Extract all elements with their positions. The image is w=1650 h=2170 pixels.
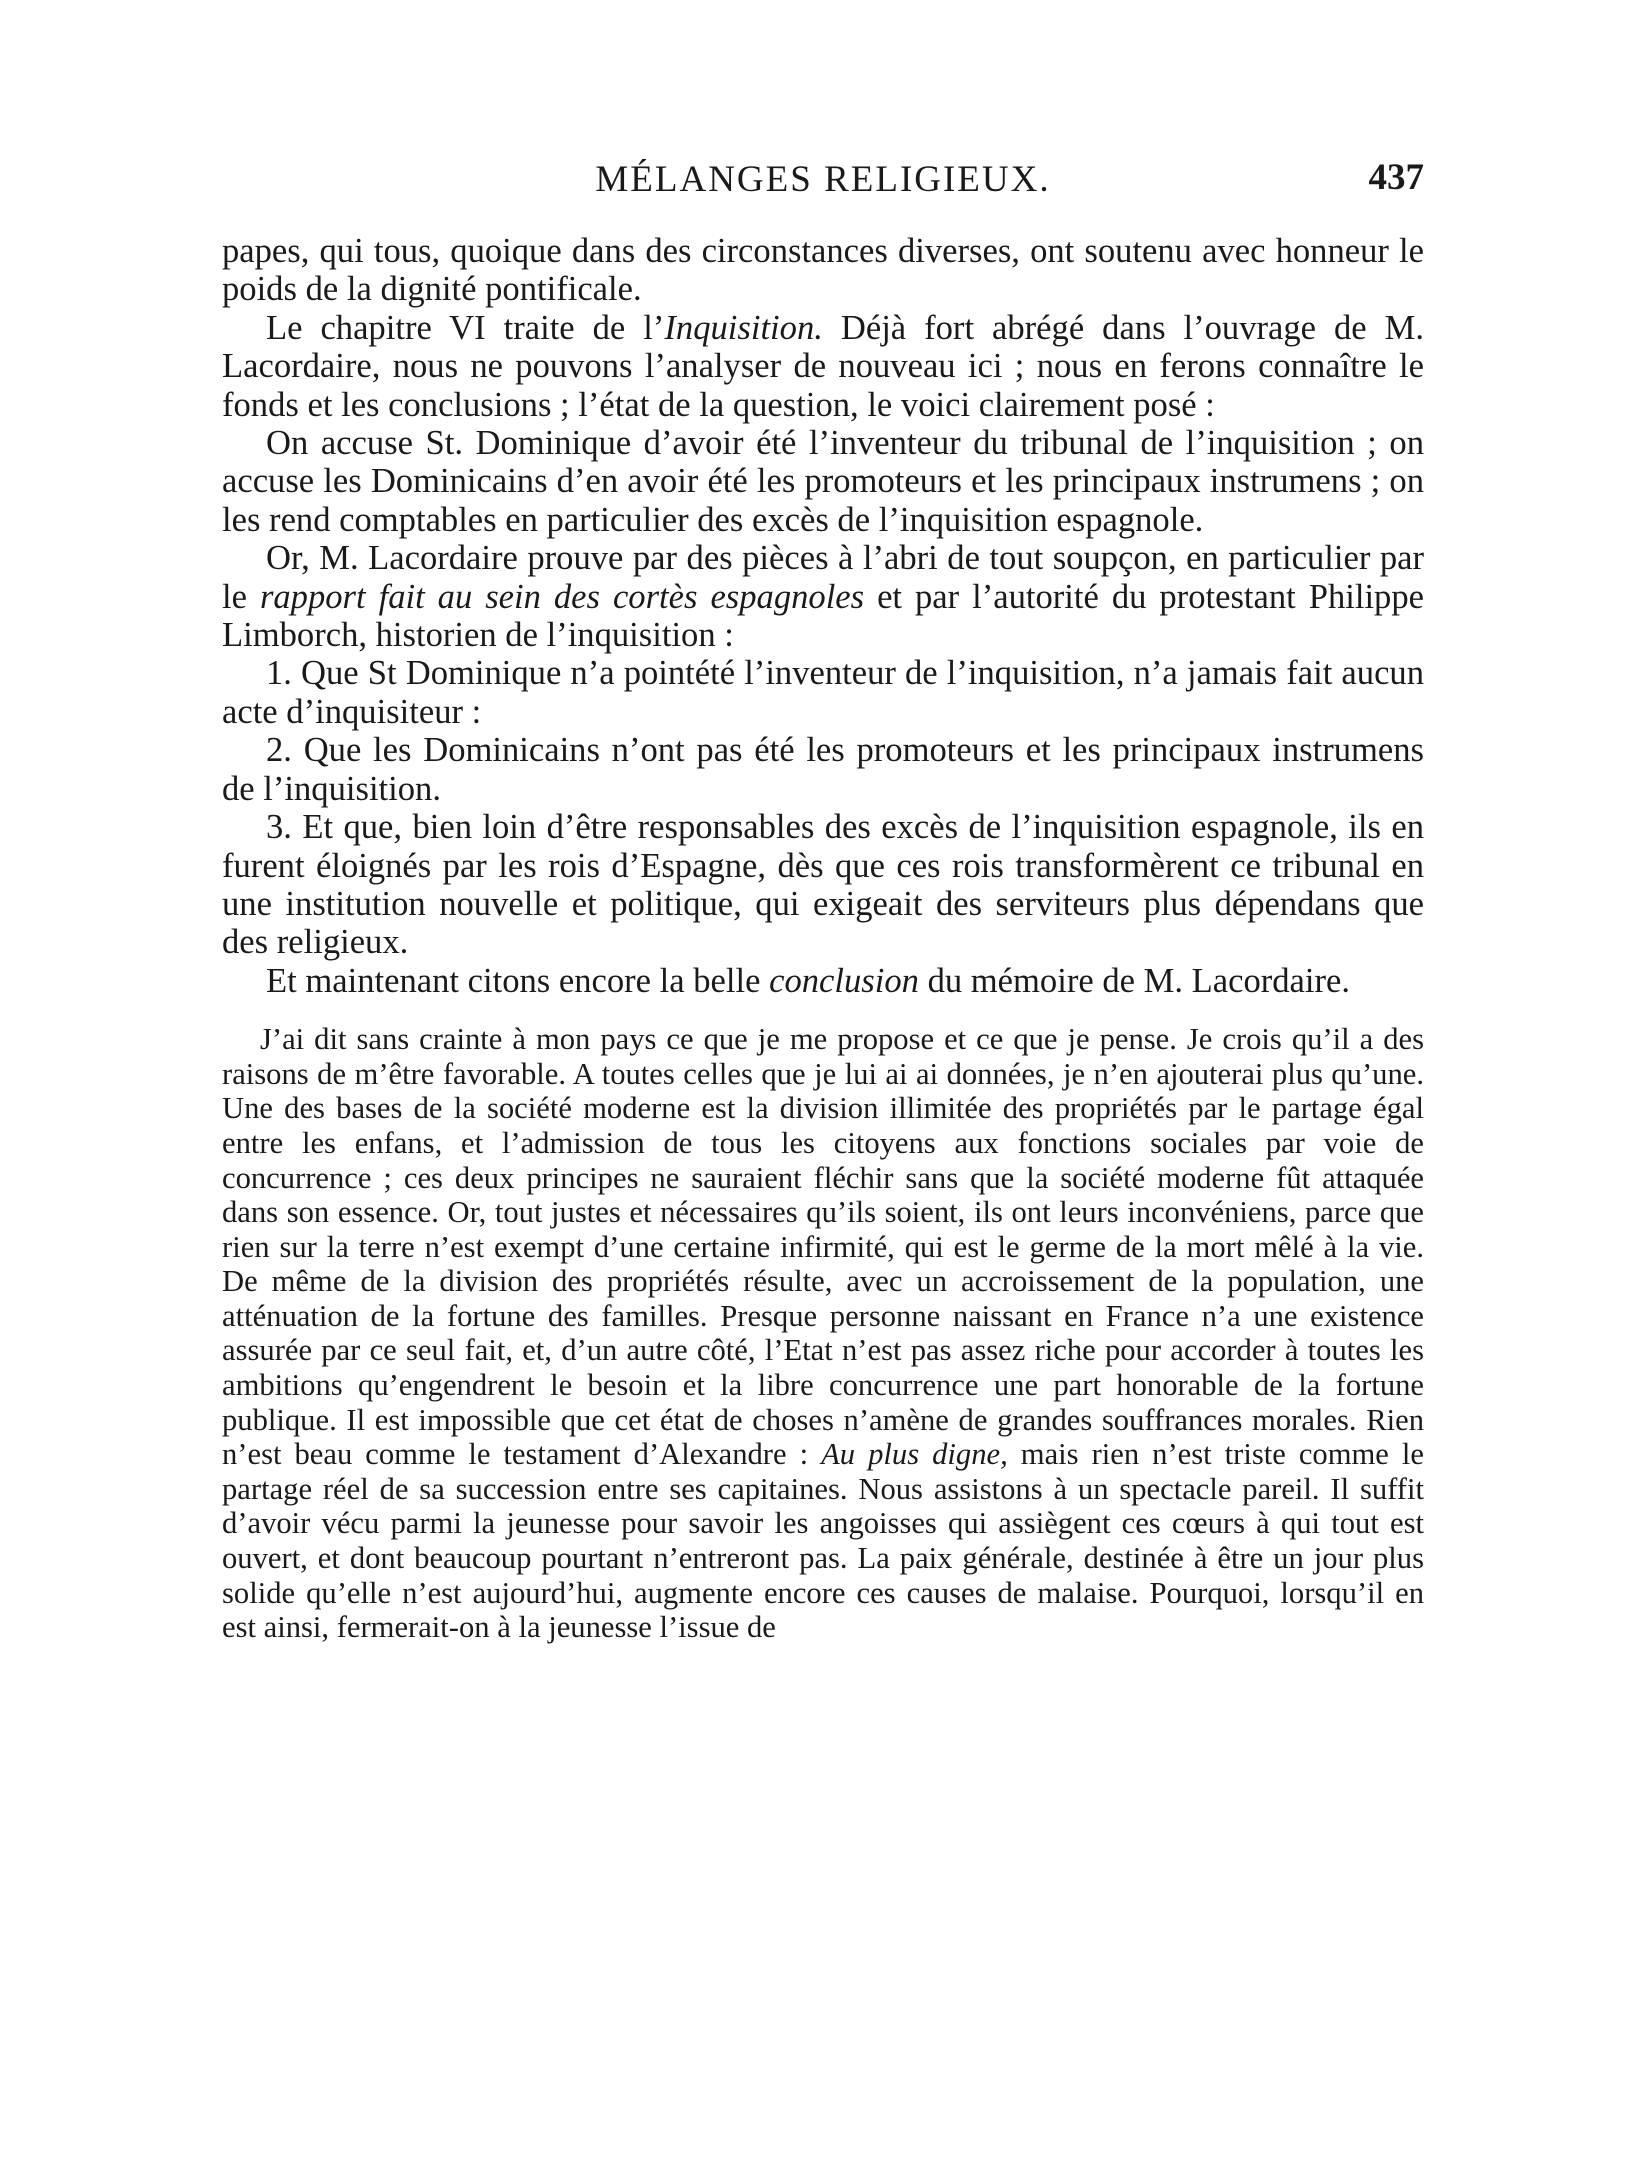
paragraph-point-2 <box>222 731 1424 808</box>
paragraph-point-1 <box>222 654 1424 731</box>
running-title: MÉLANGES RELIGIEUX. <box>595 159 1051 200</box>
text-run: 3. Et que, bien loin d’être responsables des excès de l’inquisition espagnole, ils en furent éloignés par les rois d’Espagne, dès que ces rois transformèrent ce tribunal en une institution nouvelle et politique, qui exigeait des serviteurs plus dépendans que des religieux. <box>222 808 1424 962</box>
text-run: mais rien n’est triste comme le partage réel de sa succession entre ses capitaines. Nous assistons à un spectacle pareil. Il suffit d’avoir vécu parmi la jeunesse pour savoir les angoisses qui assiègent ces cœurs à qui tout est ouvert, et dont beaucoup pourtant n’entreront pas. La paix générale, destinée à être un jour plus solide qu’elle n’est aujourd’hui, augmente encore ces causes de malaise. Pourquoi, lorsqu’il en est ainsi, fermerait-on à la jeunesse l’issue de <box>222 1437 1424 1645</box>
text-run: et par l’autorité du protestant Philippe Limborch, historien de l’inquisition : <box>222 577 1424 655</box>
italic-run: conclusion <box>769 961 919 1000</box>
italic-run: Au plus digne, <box>821 1437 1008 1472</box>
running-head <box>222 150 1424 210</box>
text-run: Or, M. Lacordaire prouve par des pièces à l’abri de tout soupçon, en particulier par le <box>222 539 1424 616</box>
body-text <box>222 232 1424 1000</box>
italic-run: rapport fait au sein des cortès espagnoles <box>259 577 865 616</box>
paragraph-continuation <box>222 232 1424 309</box>
text-run: 1. Que St Dominique n’a pointété l’inventeur de l’inquisition, n’a jamais fait aucun acte d’inquisiteur : <box>222 654 1424 731</box>
text-run: On accuse St. Dominique d’avoir été l’inventeur du tribunal de l’inquisition ; on accuse les Dominicains d’en avoir été les promoteurs et les principaux instrumens ; on les rend comptables en particulier des excès de l’inquisition espagnole. <box>222 424 1424 539</box>
paragraph-inquisition-chapter <box>222 309 1424 424</box>
text-run: Déjà fort abrégé dans l’ouvrage de M. Lacordaire, nous ne pouvons l’analyser de nouveau ici ; nous en ferons connaître le fonds et les conclusions ; l’état de la question, le voici clairement posé : <box>222 308 1424 424</box>
text-run: J’ai dit sans crainte à mon pays ce que je me propose et ce que je pense. Je crois qu’il a des raisons de m’être favorable. A toutes celles que je lui ai ai données, je n’en ajouterai plus qu’une. Une des bases de la société moderne est la division illimitée des propriétés par le partage égal entre les enfans, et l’admission de tous les citoyens aux fonctions sociales par voie de concurrence ; ces deux principes ne sauraient fléchir sans que la société moderne fût attaquée dans son essence. Or, tout justes et nécessaires qu’ils soient, ils ont leurs inconvéniens, parce que rien sur la terre n’est exempt d’une certaine infirmité, qui est le germe de la mort mêlé à la vie. De même de la division des propriétés résulte, avec un accroissement de la population, une atténuation de la fortune des familles. Presque personne naissant en France n’a une existence assurée par ce seul fait, et, d’un autre côté, l’Etat n’est pas assez riche pour accorder à toutes les ambitions qu’engendrent le besoin et la libre concurrence une part honorable de la fortune publique. Il est impossible que cet état de choses n’amène de grandes souffrances morales. Rien n’est beau comme le testament d’Alexandre : <box>222 1022 1424 1472</box>
page-number: 437 <box>1368 157 1424 198</box>
text-run: Le chapitre VI traite de l’ <box>266 308 665 347</box>
quote-paragraph <box>222 1022 1424 1645</box>
text-run: Et maintenant citons encore la belle <box>266 961 770 1000</box>
paragraph-point-3 <box>222 808 1424 962</box>
quoted-memoir-excerpt <box>222 1022 1424 1645</box>
paragraph-accusation <box>222 424 1424 539</box>
book-page <box>222 150 1424 1645</box>
paragraph-proof <box>222 539 1424 654</box>
text-run: 2. Que les Dominicains n’ont pas été les promoteurs et les principaux instrumens de l’inquisition. <box>222 731 1424 808</box>
italic-run: Inquisition. <box>664 308 823 347</box>
text-run: papes, qui tous, quoique dans des circonstances diverses, ont soutenu avec honneur le poids de la dignité pontificale. <box>222 232 1424 309</box>
text-run: du mémoire de M. Lacordaire. <box>918 961 1351 1000</box>
paragraph-conclusion-intro <box>222 962 1424 1000</box>
